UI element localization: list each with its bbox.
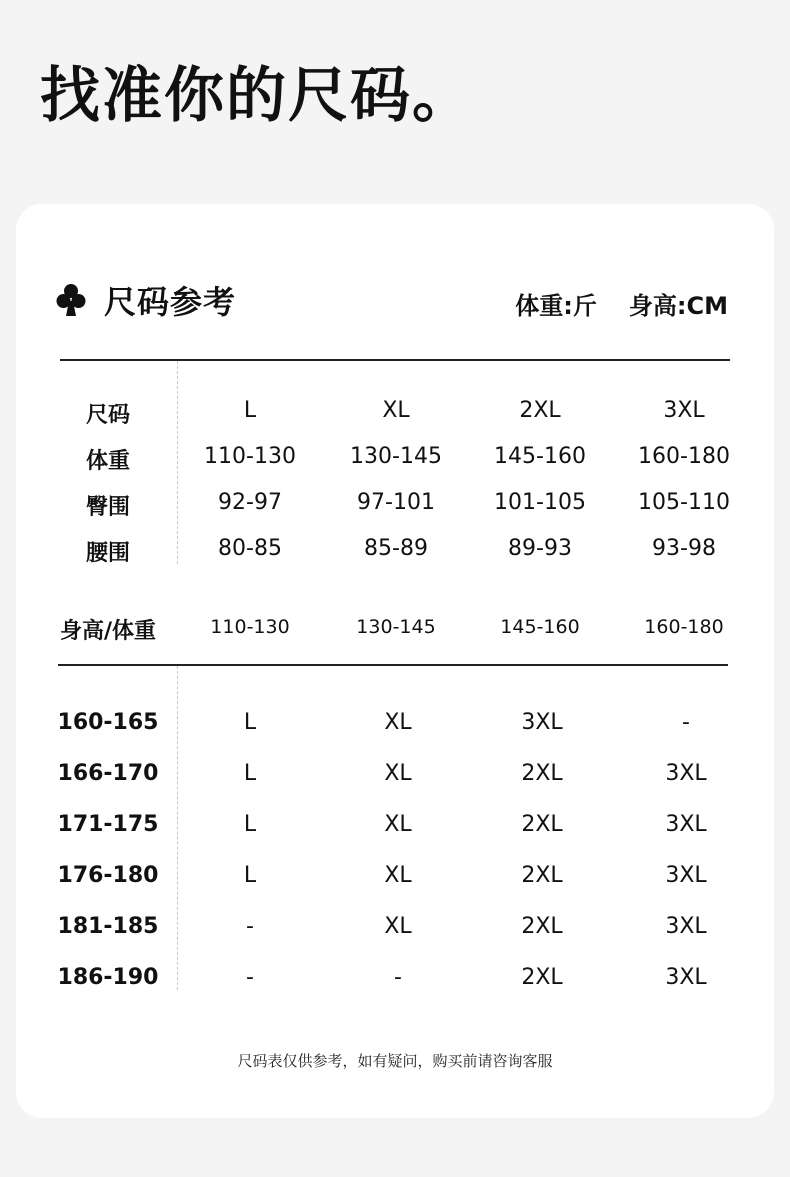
fit-row-label: 176-180 (57, 863, 159, 888)
fit-header-weight: 130-145 (356, 616, 436, 638)
fit-cell: - (394, 965, 402, 990)
footnote: 尺码表仅供参考，如有疑问，购买前请咨询客服 (237, 1052, 553, 1070)
fit-cell: 3XL (521, 710, 563, 735)
size-cell: 130-145 (350, 444, 442, 469)
size-table-divider (177, 361, 178, 564)
size-cell: 2XL (519, 398, 561, 423)
fit-cell: - (246, 914, 254, 939)
card-header (56, 276, 236, 324)
units-legend (515, 286, 728, 321)
fit-cell: 3XL (665, 965, 707, 990)
size-cell: 3XL (663, 398, 705, 423)
weight-unit: 体重:斤 (515, 292, 597, 320)
fit-header-weight: 110-130 (210, 616, 290, 638)
club-icon (56, 283, 86, 317)
page-headline: 找准你的尺码。 (40, 61, 474, 131)
size-chart-card (16, 204, 774, 1118)
size-cell: 110-130 (204, 444, 296, 469)
size-cell: 89-93 (508, 536, 572, 561)
fit-row-label: 186-190 (57, 965, 159, 990)
fit-cell: XL (384, 863, 412, 888)
fit-header-weight: 145-160 (500, 616, 580, 638)
size-cell: 145-160 (494, 444, 586, 469)
fit-cell: L (243, 710, 257, 735)
fit-cell: - (682, 710, 690, 735)
size-cell: XL (382, 398, 410, 423)
fit-header-weight: 160-180 (644, 616, 724, 638)
fit-cell: XL (384, 812, 412, 837)
fit-header-label: 身高/体重 (59, 619, 157, 644)
size-row-label: 腰围 (85, 541, 131, 566)
fit-row-label: 171-175 (57, 812, 159, 837)
fit-cell: 3XL (665, 761, 707, 786)
fit-row-label: 181-185 (57, 914, 159, 939)
size-row-label: 尺码 (85, 403, 131, 428)
fit-cell: 2XL (521, 863, 563, 888)
size-row-label: 臀围 (85, 495, 131, 520)
fit-row-label: 166-170 (57, 761, 159, 786)
size-cell: 85-89 (364, 536, 428, 561)
fit-cell: L (243, 761, 257, 786)
size-cell: 101-105 (494, 490, 586, 515)
fit-cell: 2XL (521, 761, 563, 786)
fit-cell: 3XL (665, 863, 707, 888)
fit-table-divider (177, 666, 178, 990)
fit-cell: 3XL (665, 914, 707, 939)
fit-cell: L (243, 812, 257, 837)
size-cell: 93-98 (652, 536, 716, 561)
fit-cell: - (246, 965, 254, 990)
size-cell: 105-110 (638, 490, 730, 515)
section-title: 尺码参考 (104, 283, 237, 321)
size-cell: 160-180 (638, 444, 730, 469)
fit-table-top-rule (58, 664, 728, 666)
size-table-top-rule (60, 359, 730, 361)
fit-cell: 3XL (665, 812, 707, 837)
size-cell: 92-97 (218, 490, 282, 515)
fit-cell: 2XL (521, 965, 563, 990)
fit-cell: XL (384, 710, 412, 735)
size-cell: 80-85 (218, 536, 282, 561)
fit-cell: 2XL (521, 812, 563, 837)
fit-cell: 2XL (521, 914, 563, 939)
size-cell: 97-101 (357, 490, 435, 515)
fit-cell: XL (384, 761, 412, 786)
fit-cell: XL (384, 914, 412, 939)
height-unit: 身高:CM (628, 292, 728, 320)
fit-cell: L (243, 863, 257, 888)
fit-row-label: 160-165 (57, 710, 159, 735)
size-cell: L (243, 398, 257, 423)
size-row-label: 体重 (85, 449, 131, 474)
